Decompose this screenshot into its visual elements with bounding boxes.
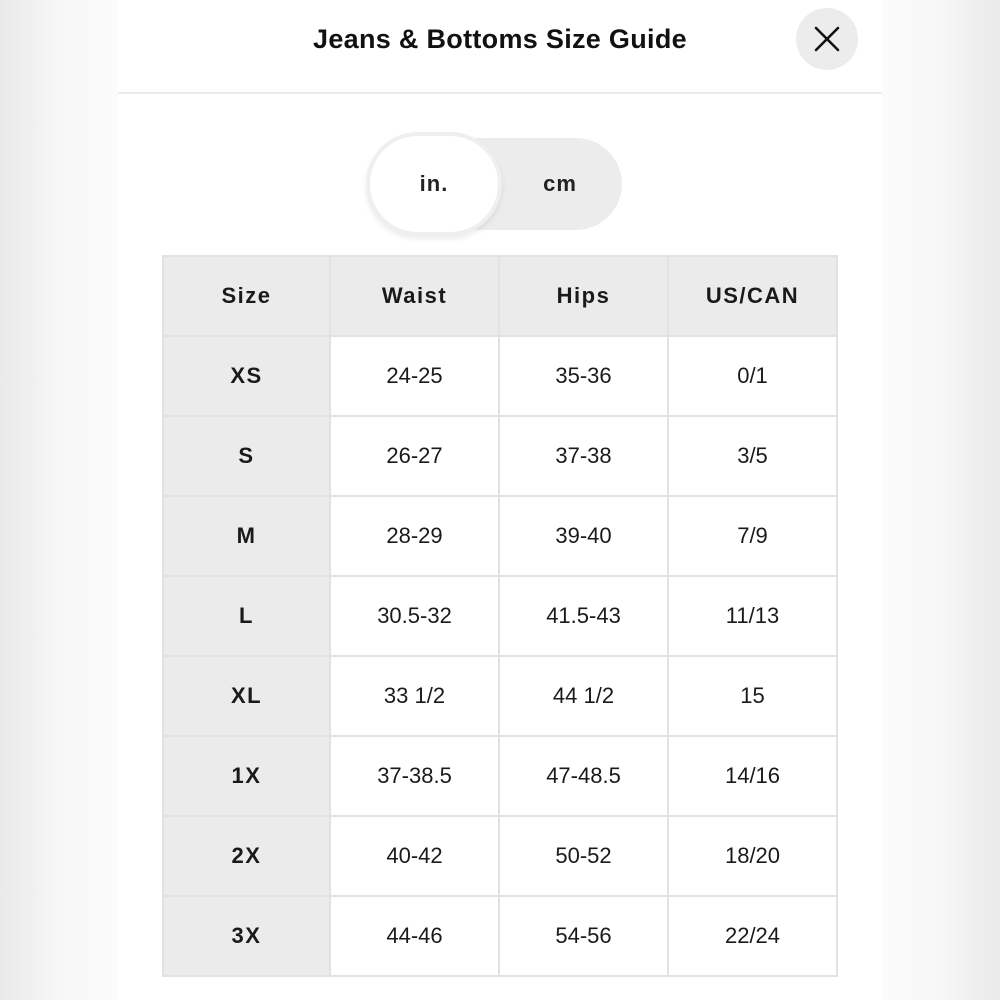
waist-cell: 30.5-32 xyxy=(330,576,499,656)
hips-cell: 47-48.5 xyxy=(499,736,668,816)
column-header-size: Size xyxy=(163,256,330,336)
size-cell: L xyxy=(163,576,330,656)
waist-cell: 28-29 xyxy=(330,496,499,576)
hips-cell: 50-52 xyxy=(499,816,668,896)
size-cell: XS xyxy=(163,336,330,416)
size-cell: 3X xyxy=(163,896,330,976)
waist-cell: 44-46 xyxy=(330,896,499,976)
us-can-cell: 14/16 xyxy=(668,736,837,816)
us-can-cell: 3/5 xyxy=(668,416,837,496)
column-header-us-can: US/CAN xyxy=(668,256,837,336)
waist-cell: 40-42 xyxy=(330,816,499,896)
close-button[interactable] xyxy=(796,8,858,70)
size-cell: XL xyxy=(163,656,330,736)
modal-header xyxy=(118,0,882,94)
us-can-cell: 11/13 xyxy=(668,576,837,656)
size-cell: S xyxy=(163,416,330,496)
modal-title: Jeans & Bottoms Size Guide xyxy=(313,24,687,54)
table-row xyxy=(163,576,837,656)
close-icon xyxy=(814,26,840,52)
hips-cell: 44 1/2 xyxy=(499,656,668,736)
unit-toggle[interactable] xyxy=(368,138,622,230)
unit-option-cm[interactable]: cm xyxy=(543,171,577,196)
waist-cell: 37-38.5 xyxy=(330,736,499,816)
waist-cell: 33 1/2 xyxy=(330,656,499,736)
table-row xyxy=(163,416,837,496)
waist-cell: 24-25 xyxy=(330,336,499,416)
hips-cell: 41.5-43 xyxy=(499,576,668,656)
unit-option-in[interactable]: in. xyxy=(366,132,502,236)
size-table xyxy=(162,255,838,977)
us-can-cell: 0/1 xyxy=(668,336,837,416)
size-cell: M xyxy=(163,496,330,576)
table-row xyxy=(163,496,837,576)
table-row xyxy=(163,736,837,816)
size-guide-modal xyxy=(118,0,882,1000)
column-header-waist: Waist xyxy=(330,256,499,336)
us-can-cell: 18/20 xyxy=(668,816,837,896)
us-can-cell: 22/24 xyxy=(668,896,837,976)
size-cell: 1X xyxy=(163,736,330,816)
column-header-hips: Hips xyxy=(499,256,668,336)
hips-cell: 54-56 xyxy=(499,896,668,976)
table-row xyxy=(163,896,837,976)
waist-cell: 26-27 xyxy=(330,416,499,496)
hips-cell: 35-36 xyxy=(499,336,668,416)
table-row xyxy=(163,656,837,736)
hips-cell: 37-38 xyxy=(499,416,668,496)
us-can-cell: 7/9 xyxy=(668,496,837,576)
us-can-cell: 15 xyxy=(668,656,837,736)
table-row xyxy=(163,816,837,896)
table-header-row xyxy=(163,256,837,336)
table-row xyxy=(163,336,837,416)
size-cell: 2X xyxy=(163,816,330,896)
hips-cell: 39-40 xyxy=(499,496,668,576)
